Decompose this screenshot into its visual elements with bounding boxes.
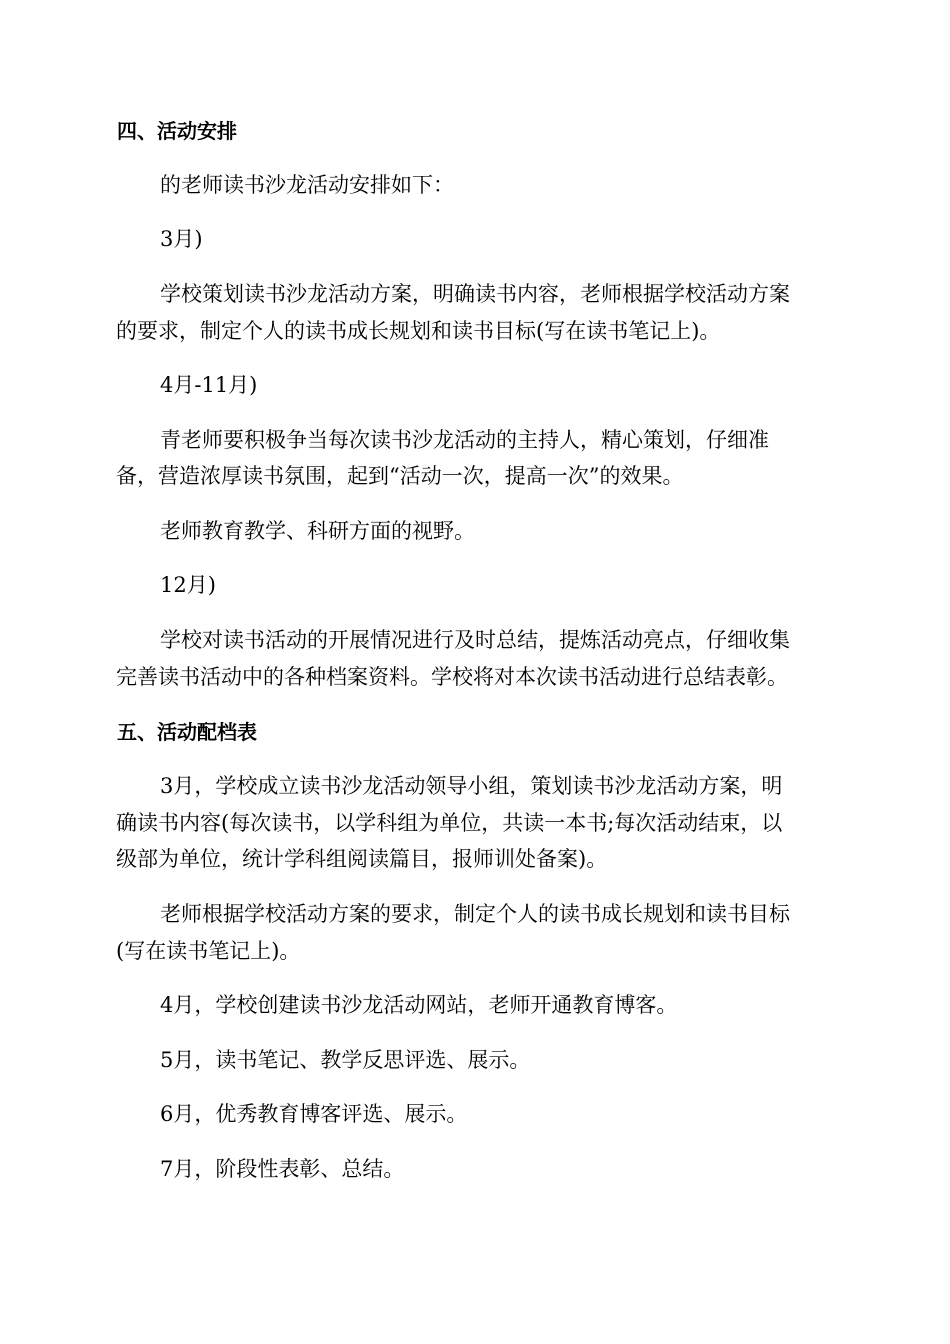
timetable-item2-line2: (写在读书笔记上)。	[116, 939, 301, 963]
phase3-text-line1: 学校对读书活动的开展情况进行及时总结，提炼活动亮点，仔细收集	[160, 628, 790, 652]
timetable-item4: 5月，读书笔记、教学反思评选、展示。	[160, 1048, 531, 1072]
timetable-item2-line1: 老师根据学校活动方案的要求，制定个人的读书成长规划和读书目标	[160, 902, 790, 926]
timetable-item5: 6月，优秀教育博客评选、展示。	[160, 1102, 468, 1126]
phase-label-december: 12月)	[160, 573, 216, 597]
phase-label-april-november: 4月-11月)	[160, 373, 258, 397]
timetable-item3: 4月，学校创建读书沙龙活动网站，老师开通教育博客。	[160, 993, 678, 1017]
phase-label-march: 3月)	[160, 227, 203, 251]
section-heading-activity-timetable: 五、活动配档表	[117, 720, 257, 744]
phase3-text-line2: 完善读书活动中的各种档案资料。学校将对本次读书活动进行总结表彰。	[116, 665, 788, 689]
phase1-text-line2: 的要求，制定个人的读书成长规划和读书目标(写在读书笔记上)。	[116, 319, 721, 343]
phase1-text-line1: 学校策划读书沙龙活动方案，明确读书内容，老师根据学校活动方案	[160, 282, 790, 306]
intro-paragraph: 的老师读书沙龙活动安排如下：	[160, 173, 454, 197]
section-heading-activity-schedule: 四、活动安排	[117, 119, 237, 143]
timetable-item1-line2: 确读书内容(每次读书，以学科组为单位，共读一本书;每次活动结束，以	[116, 811, 783, 835]
timetable-item6: 7月，阶段性表彰、总结。	[160, 1157, 405, 1181]
phase2-text-line2: 备，营造浓厚读书氛围，起到“活动一次，提高一次”的效果。	[116, 464, 684, 488]
timetable-item1-line1: 3月，学校成立读书沙龙活动领导小组，策划读书沙龙活动方案，明	[160, 774, 783, 798]
phase2-text-line1: 青老师要积极争当每次读书沙龙活动的主持人，精心策划，仔细准	[160, 428, 769, 452]
phase2-text-line3: 老师教育教学、科研方面的视野。	[160, 519, 475, 543]
timetable-item1-line3: 级部为单位，统计学科组阅读篇目，报师训处备案)。	[116, 847, 608, 871]
